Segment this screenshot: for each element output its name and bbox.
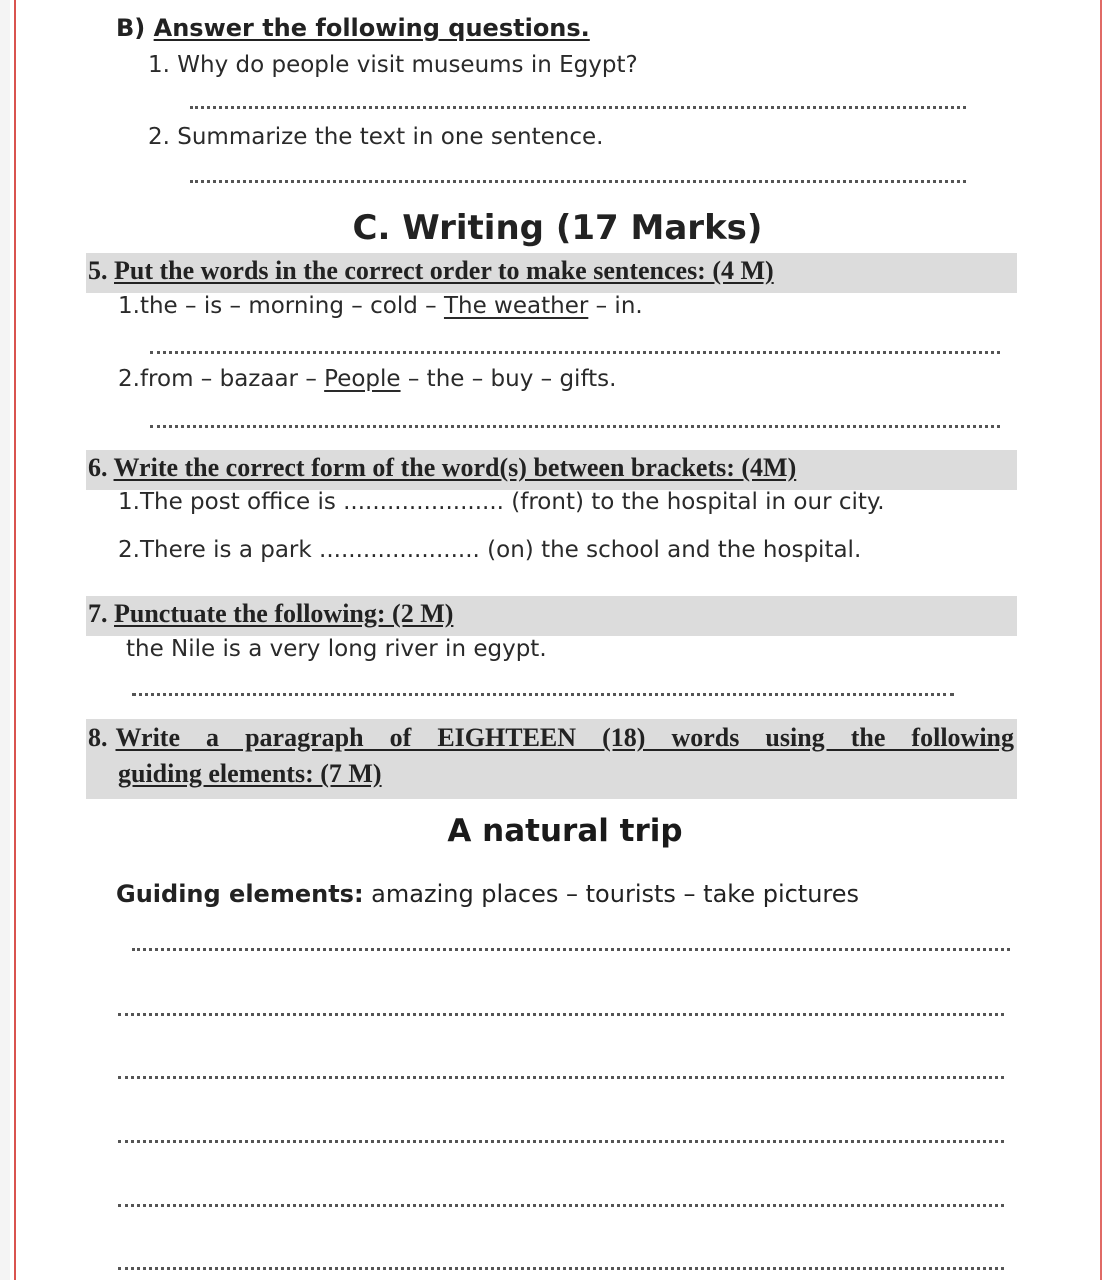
q6-item-2-text: There is a park: [139, 537, 320, 563]
q6-item-1-blank[interactable]: ......................: [343, 489, 504, 515]
q5-item-2-number: 2.: [118, 366, 140, 392]
q6-item-1: [118, 489, 885, 515]
q5-item-2: [118, 366, 616, 392]
guiding-elements: [116, 880, 859, 908]
q5-title: Put the words in the correct order to make sentences: (4 M): [114, 256, 774, 285]
page-edge: [0, 0, 10, 1280]
right-margin-line: [1100, 0, 1102, 1280]
left-margin-line: [14, 0, 16, 1280]
q6-item-1-text-end: (front) to the hospital in our city.: [503, 489, 885, 515]
q5-item-1-start-word: The weather: [443, 293, 589, 319]
q6-number: 6.: [88, 453, 108, 482]
answer-line-q5-2[interactable]: [150, 425, 1000, 428]
paragraph-line-4[interactable]: [118, 1140, 1004, 1143]
paragraph-topic: A natural trip: [447, 813, 683, 849]
q5-item-1: [118, 293, 643, 319]
q8-title-line-2: guiding elements: (7 M): [118, 759, 382, 788]
q6-item-1-number: 1.: [118, 489, 140, 515]
answer-line-b2[interactable]: [190, 180, 966, 183]
section-b-label: B): [116, 14, 146, 42]
q7-sentence: the Nile is a very long river in egypt.: [126, 636, 547, 662]
question-b2: 2. Summarize the text in one sentence.: [148, 124, 604, 150]
q6-item-1-text: The post office is: [139, 489, 344, 515]
paragraph-line-6[interactable]: [118, 1267, 1004, 1270]
q5-heading: [88, 256, 774, 286]
answer-line-q7[interactable]: [132, 693, 954, 696]
answer-line-q5-1[interactable]: [150, 351, 1000, 354]
paragraph-line-2[interactable]: [118, 1013, 1004, 1016]
question-b1: 1. Why do people visit museums in Egypt?: [148, 52, 638, 78]
q5-item-2-words-end: – the – buy – gifts.: [400, 366, 617, 392]
answer-line-b1[interactable]: [190, 106, 966, 109]
paragraph-line-3[interactable]: [118, 1076, 1004, 1079]
q8-heading-line-1: [88, 723, 1014, 753]
q5-number: 5.: [88, 256, 108, 285]
guiding-label: Guiding elements:: [116, 880, 364, 908]
q7-title: Punctuate the following: (2 M): [114, 599, 454, 628]
q6-item-2-blank[interactable]: ......................: [319, 537, 480, 563]
q6-item-2-text-end: (on) the school and the hospital.: [479, 537, 862, 563]
q5-item-1-number: 1.: [118, 293, 140, 319]
q5-item-1-words-end: – in.: [588, 293, 643, 319]
q6-heading: [88, 453, 796, 483]
section-b-title: Answer the following questions.: [153, 14, 590, 42]
q7-number: 7.: [88, 599, 108, 628]
guiding-text: amazing places – tourists – take pictures: [363, 880, 860, 908]
paragraph-line-5[interactable]: [118, 1204, 1004, 1207]
paragraph-line-1[interactable]: [132, 948, 1010, 951]
q6-item-2-number: 2.: [118, 537, 140, 563]
q8-title-line-1: Write a paragraph of EIGHTEEN (18) words using the following: [115, 723, 1014, 752]
q5-item-2-start-word: People: [324, 366, 401, 392]
section-b-heading: [116, 14, 590, 42]
q8-heading: [88, 723, 1014, 789]
q8-number: 8.: [88, 723, 108, 752]
q7-heading: [88, 599, 453, 629]
q6-title: Write the correct form of the word(s) between brackets: (4M): [113, 453, 797, 482]
q5-item-1-words: the – is – morning – cold –: [139, 293, 444, 319]
q8-heading-line-2: [118, 759, 1014, 789]
q5-item-2-words: from – bazaar –: [139, 366, 325, 392]
section-c-title: C. Writing (17 Marks): [352, 208, 763, 248]
q6-item-2: [118, 537, 861, 563]
